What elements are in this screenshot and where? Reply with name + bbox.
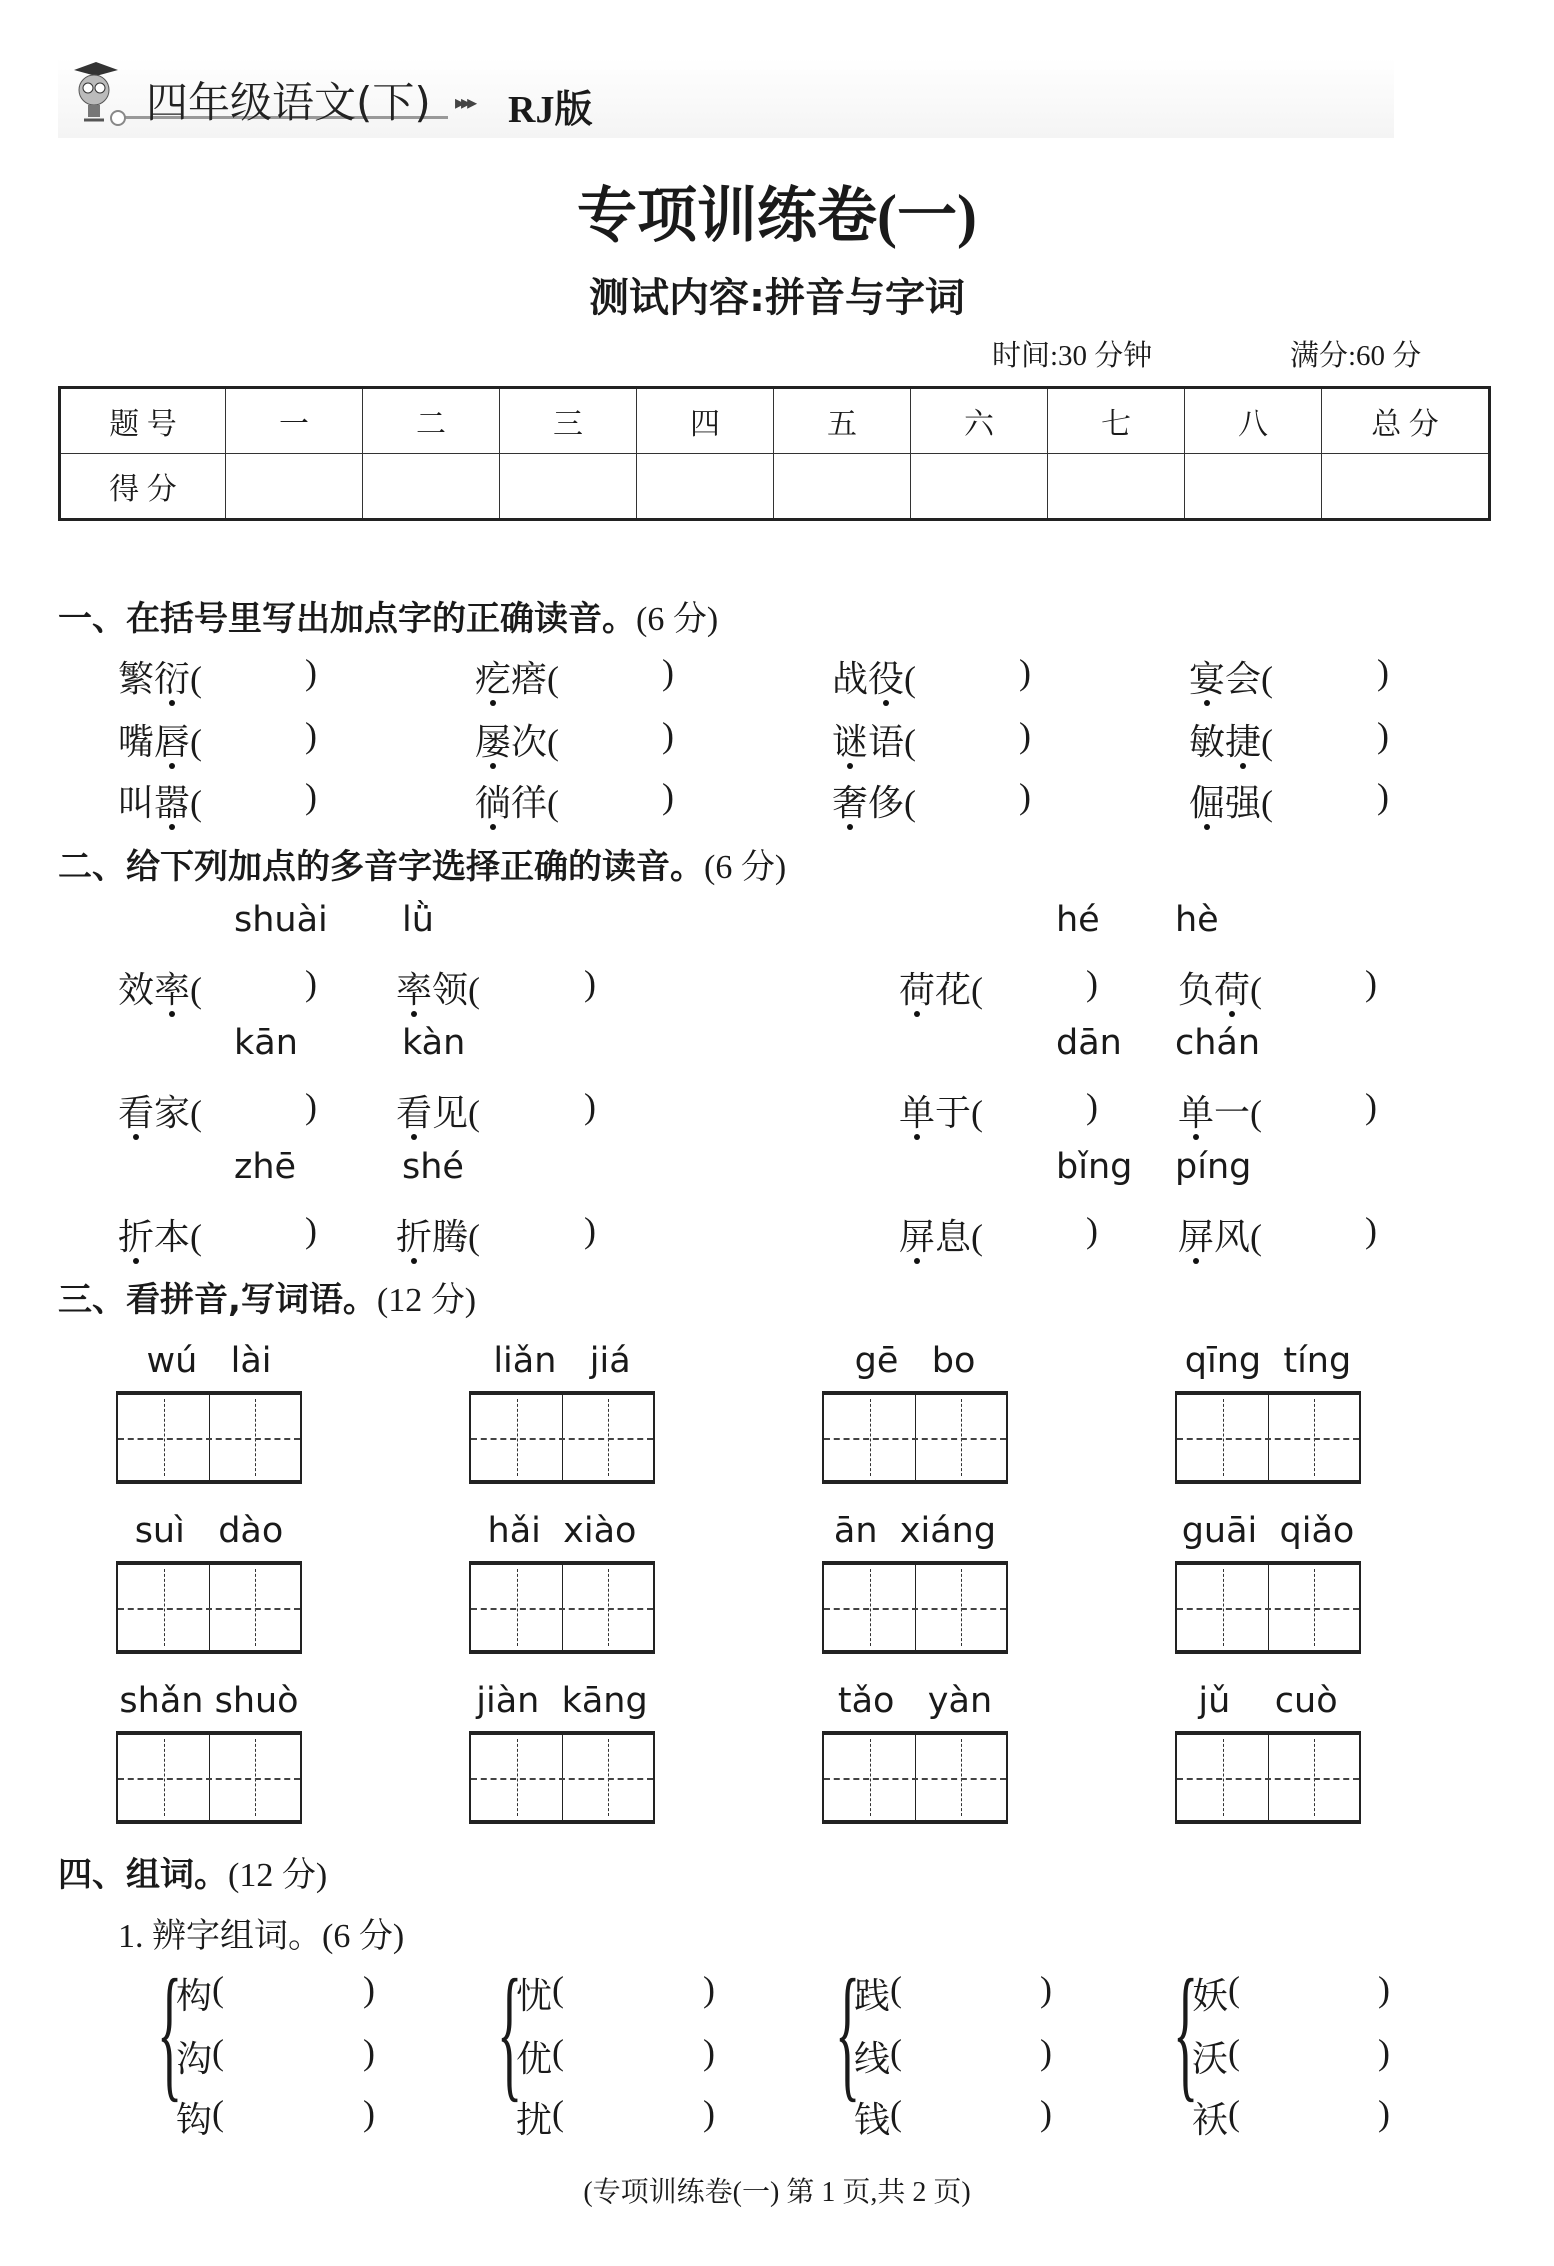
answer-blank[interactable] [1269,775,1377,819]
question-number-cell: 一 [226,388,363,454]
close-paren: ) [662,776,674,816]
pinyin-prompt: jiàn kāng [476,1681,648,1721]
word-item [396,1209,480,1260]
emphasis-dot-icon [133,1134,139,1140]
pinyin-option: lǜ [402,900,434,940]
emphasis-dot-icon [914,1258,920,1264]
section-points: (12 分) [228,1857,328,1894]
open-paren: ( [212,2093,224,2133]
grid-guide-line [471,1608,653,1610]
section-heading-text: 三、看拼音,写词语。 [58,1280,377,1320]
answer-blank[interactable] [912,775,1019,819]
close-paren: ) [584,1210,596,1250]
grid-guide-line [471,1438,653,1440]
emphasis-dot-icon [411,1134,417,1140]
pinyin-prompt: suì dào [134,1511,284,1551]
word-text: 率领 [396,962,468,1013]
writing-grid[interactable] [822,1561,1008,1654]
open-paren: ( [1228,2093,1240,2133]
answer-blank[interactable] [1258,1209,1365,1253]
pinyin-prompt: hǎi xiào [487,1511,637,1551]
word-text: 折腾 [396,1209,468,1260]
open-paren: ( [904,659,917,699]
question-number-cell: 四 [637,388,774,454]
open-paren: ( [904,783,917,823]
answer-blank[interactable] [198,962,305,1006]
close-paren: ) [1019,715,1031,755]
open-paren: ( [468,1217,481,1257]
emphasis-dot-icon [1193,1258,1199,1264]
emphasis-dot-icon [847,824,853,830]
answer-blank[interactable] [198,714,305,758]
character-item: 沃 [1192,2039,1229,2079]
open-paren: ( [552,2032,564,2072]
word-item [832,775,916,826]
close-paren: ) [1019,776,1031,816]
question-number-cell: 六 [911,388,1048,454]
word-text: 荷花 [899,962,971,1013]
close-paren: ) [1377,776,1389,816]
word-text: 屏风 [1178,1209,1250,1260]
score-row [60,454,1490,520]
answer-blank[interactable] [226,1968,363,2012]
question-number-cell: 八 [1185,388,1322,454]
close-paren: ) [1378,2032,1390,2072]
time-limit: 时间:30 分钟 [992,340,1153,372]
emphasis-dot-icon [1193,1134,1199,1140]
score-input-cell[interactable] [1185,454,1322,520]
writing-grid[interactable] [116,1731,302,1824]
open-paren: ( [552,2093,564,2133]
emphasis-dot-icon [1240,763,1246,769]
word-item [1189,775,1273,826]
close-paren: ) [1019,652,1031,692]
brace-icon: { [497,1949,523,2115]
question-number-cell: 二 [363,388,500,454]
full-score: 满分:60 分 [1290,340,1422,372]
word-item [1178,1209,1262,1260]
pinyin-option: hè [1175,900,1219,940]
close-paren: ) [1040,2032,1052,2072]
emphasis-dot-icon [411,1258,417,1264]
word-item [118,1209,202,1260]
pinyin-option: chán [1175,1023,1261,1063]
pinyin-option: shé [402,1147,464,1187]
open-paren: ( [547,783,560,823]
word-item [1178,1085,1262,1136]
brace-icon: { [835,1949,861,2115]
answer-blank[interactable] [555,714,662,758]
close-paren: ) [1040,1969,1052,2009]
answer-blank[interactable] [226,2031,363,2075]
answer-blank[interactable] [198,651,305,695]
word-item [475,651,559,702]
close-paren: ) [1377,715,1389,755]
writing-grid[interactable] [822,1731,1008,1824]
page-footer: (专项训练卷(一) 第 1 页,共 2 页) [583,2177,971,2208]
pinyin-prompt: shǎn shuò [119,1681,299,1721]
open-paren: ( [971,1217,984,1257]
score-input-cell[interactable] [363,454,500,520]
emphasis-dot-icon [1229,1011,1235,1017]
close-paren: ) [703,1969,715,2009]
answer-blank[interactable] [912,651,1019,695]
word-item [118,962,202,1013]
open-paren: ( [1228,1969,1240,2009]
word-text: 折本 [118,1209,190,1260]
close-paren: ) [1378,2093,1390,2133]
pinyin-prompt: gē bo [854,1341,976,1381]
word-text: 单一 [1178,1085,1250,1136]
word-text: 倔强 [1189,775,1261,826]
section-heading [58,839,786,888]
emphasis-dot-icon [169,700,175,706]
word-item [899,1209,983,1260]
close-paren: ) [1365,1210,1377,1250]
section-heading [58,591,718,640]
close-paren: ) [1365,963,1377,1003]
close-paren: ) [1040,2093,1052,2133]
open-paren: ( [890,2093,902,2133]
pinyin-option: zhē [234,1147,297,1187]
word-text: 疙瘩 [475,651,547,702]
answer-blank[interactable] [912,714,1019,758]
section-heading-text: 二、给下列加点的多音字选择正确的读音。 [58,847,704,887]
pinyin-prompt: jǔ cuò [1198,1681,1338,1721]
answer-blank[interactable] [1242,1968,1378,2012]
open-paren: ( [1228,2032,1240,2072]
open-paren: ( [190,970,203,1010]
word-text: 负荷 [1178,962,1250,1013]
character-item: 沟 [176,2039,213,2079]
score-table [58,386,1491,521]
close-paren: ) [703,2032,715,2072]
section-heading [58,1847,327,1896]
answer-blank[interactable] [566,2031,703,2075]
sub-heading: 1. 辨字组词。(6 分) [118,1918,405,1955]
section-heading-text: 一、在括号里写出加点字的正确读音。 [58,599,636,639]
grid-guide-line [471,1778,653,1780]
header-circle-ornament [110,110,126,126]
score-input-cell[interactable] [774,454,911,520]
open-paren: ( [1250,970,1263,1010]
word-item [1178,962,1262,1013]
emphasis-dot-icon [914,1134,920,1140]
pinyin-prompt: wú lài [146,1341,272,1381]
close-paren: ) [305,1210,317,1250]
word-item [396,962,480,1013]
pinyin-prompt: guāi qiǎo [1181,1511,1355,1551]
close-paren: ) [363,2032,375,2072]
answer-blank[interactable] [198,1209,305,1253]
writing-grid[interactable] [469,1731,655,1824]
word-item [832,651,916,702]
pinyin-prompt: liǎn jiá [493,1341,631,1381]
answer-blank[interactable] [904,1968,1040,2012]
open-paren: ( [552,1969,564,2009]
answer-blank[interactable] [1258,1085,1365,1129]
section-points: (6 分) [704,849,787,886]
close-paren: ) [1086,963,1098,1003]
character-item: 袄 [1192,2100,1229,2140]
close-paren: ) [363,1969,375,2009]
section-points: (6 分) [636,601,719,638]
close-paren: ) [305,776,317,816]
answer-blank[interactable] [555,775,662,819]
answer-blank[interactable] [904,2092,1040,2136]
open-paren: ( [890,1969,902,2009]
word-text: 敏捷 [1189,714,1261,765]
pinyin-option: bǐng [1056,1147,1133,1187]
question-number-cell: 总 分 [1322,388,1490,454]
word-text: 看见 [396,1085,468,1136]
open-paren: ( [190,659,203,699]
question-number-cell: 五 [774,388,911,454]
character-item: 优 [516,2039,553,2079]
answer-blank[interactable] [1258,962,1365,1006]
word-text: 宴会 [1189,651,1261,702]
open-paren: ( [890,2032,902,2072]
character-item: 扰 [516,2100,553,2140]
question-number-label: 题 号 [60,388,226,454]
word-item [899,962,983,1013]
word-text: 奢侈 [832,775,904,826]
open-paren: ( [1261,659,1274,699]
open-paren: ( [1261,722,1274,762]
close-paren: ) [1378,1969,1390,2009]
close-paren: ) [703,2093,715,2133]
open-paren: ( [547,659,560,699]
character-item: 钩 [176,2100,213,2140]
pinyin-prompt: qīng tíng [1184,1341,1352,1381]
close-paren: ) [584,1086,596,1126]
emphasis-dot-icon [490,763,496,769]
word-item [396,1085,480,1136]
grid-guide-line [824,1778,1006,1780]
close-paren: ) [1365,1086,1377,1126]
grid-guide-line [1177,1778,1359,1780]
writing-grid[interactable] [822,1391,1008,1484]
answer-blank[interactable] [1269,651,1377,695]
emphasis-dot-icon [1204,700,1210,706]
word-item [118,651,202,702]
arrows-icon: ▸▸▸ [455,92,474,114]
writing-grid[interactable] [469,1391,655,1484]
page-subtitle: 测试内容:拼音与字词 [589,275,965,321]
section-heading [58,1272,476,1321]
close-paren: ) [305,1086,317,1126]
emphasis-dot-icon [883,700,889,706]
close-paren: ) [662,715,674,755]
emphasis-dot-icon [1204,824,1210,830]
word-item [899,1085,983,1136]
writing-grid[interactable] [116,1391,302,1484]
word-item [118,714,202,765]
emphasis-dot-icon [490,700,496,706]
close-paren: ) [305,963,317,1003]
score-header-row [60,388,1490,454]
character-item: 忧 [516,1976,553,2016]
word-text: 单于 [899,1085,971,1136]
pinyin-option: píng [1175,1147,1252,1187]
emphasis-dot-icon [169,763,175,769]
open-paren: ( [1250,1093,1263,1133]
word-item [118,775,202,826]
word-item [1189,714,1273,765]
answer-blank[interactable] [566,2092,703,2136]
open-paren: ( [190,1093,203,1133]
word-text: 嘴唇 [118,714,190,765]
close-paren: ) [305,652,317,692]
close-paren: ) [305,715,317,755]
open-paren: ( [904,722,917,762]
word-text: 谜语 [832,714,904,765]
close-paren: ) [363,2093,375,2133]
answer-blank[interactable] [979,962,1086,1006]
section-points: (12 分) [376,1282,477,1319]
open-paren: ( [1250,1217,1263,1257]
open-paren: ( [468,1093,481,1133]
book-title: 四年级语文(下) [146,78,431,127]
answer-blank[interactable] [566,1968,703,2012]
pinyin-option: hé [1056,900,1100,940]
emphasis-dot-icon [914,1011,920,1017]
character-item: 钱 [854,2100,891,2140]
answer-blank[interactable] [1269,714,1377,758]
emphasis-dot-icon [169,1011,175,1017]
question-number-cell: 三 [500,388,637,454]
score-input-cell[interactable] [911,454,1048,520]
answer-blank[interactable] [198,775,305,819]
word-text: 徜徉 [475,775,547,826]
brace-icon: { [1173,1949,1199,2115]
answer-blank[interactable] [226,2092,363,2136]
emphasis-dot-icon [490,824,496,830]
close-paren: ) [1086,1086,1098,1126]
character-item: 线 [854,2039,891,2079]
emphasis-dot-icon [847,763,853,769]
word-item [118,1085,202,1136]
close-paren: ) [662,652,674,692]
word-item [1189,651,1273,702]
pinyin-prompt: ān xiáng [833,1511,997,1551]
emphasis-dot-icon [411,1011,417,1017]
character-item: 构 [176,1976,213,2016]
open-paren: ( [190,722,203,762]
close-paren: ) [584,963,596,1003]
open-paren: ( [190,783,203,823]
question-number-cell: 七 [1048,388,1185,454]
grid-guide-line [824,1438,1006,1440]
word-text: 叫嚣 [118,775,190,826]
score-input-cell[interactable] [500,454,637,520]
answer-blank[interactable] [1242,2031,1378,2075]
word-text: 屡次 [475,714,547,765]
grid-guide-line [1177,1608,1359,1610]
answer-blank[interactable] [476,1085,584,1129]
answer-blank[interactable] [476,1209,584,1253]
pinyin-option: kān [234,1023,298,1063]
open-paren: ( [212,2032,224,2072]
grid-guide-line [118,1608,300,1610]
word-text: 战役 [832,651,904,702]
word-text: 屏息 [899,1209,971,1260]
answer-blank[interactable] [904,2031,1040,2075]
emphasis-dot-icon [169,824,175,830]
grid-guide-line [118,1438,300,1440]
grid-guide-line [118,1778,300,1780]
word-item [832,714,916,765]
writing-grid[interactable] [1175,1561,1361,1654]
brace-icon: { [157,1949,183,2115]
close-paren: ) [1086,1210,1098,1250]
section-heading-text: 四、组词。 [58,1855,228,1895]
emphasis-dot-icon [133,1258,139,1264]
answer-blank[interactable] [476,962,584,1006]
score-input-cell[interactable] [637,454,774,520]
word-text: 看家 [118,1085,190,1136]
answer-blank[interactable] [979,1085,1086,1129]
open-paren: ( [971,1093,984,1133]
pinyin-option: shuài [234,900,328,940]
writing-grid[interactable] [469,1561,655,1654]
open-paren: ( [971,970,984,1010]
open-paren: ( [190,1217,203,1257]
page-title: 专项训练卷(一) [577,183,977,249]
close-paren: ) [1377,652,1389,692]
answer-blank[interactable] [979,1209,1086,1253]
open-paren: ( [547,722,560,762]
character-item: 践 [854,1976,891,2016]
open-paren: ( [1261,783,1274,823]
character-item: 妖 [1192,1976,1229,2016]
score-row-label: 得 分 [60,454,226,520]
word-item [475,714,559,765]
writing-grid[interactable] [1175,1391,1361,1484]
open-paren: ( [468,970,481,1010]
score-input-cell[interactable] [226,454,363,520]
pinyin-option: dān [1056,1023,1122,1063]
word-text: 繁衍 [118,651,190,702]
answer-blank[interactable] [198,1085,305,1129]
pinyin-prompt: tǎo yàn [837,1681,993,1721]
grid-guide-line [824,1608,1006,1610]
score-input-cell[interactable] [1322,454,1490,520]
word-item [475,775,559,826]
score-input-cell[interactable] [1048,454,1185,520]
answer-blank[interactable] [1242,2092,1378,2136]
edition-label: RJ版 [508,89,593,131]
answer-blank[interactable] [555,651,662,695]
pinyin-option: kàn [402,1023,466,1063]
grid-guide-line [1177,1438,1359,1440]
writing-grid[interactable] [1175,1731,1361,1824]
word-text: 效率 [118,962,190,1013]
open-paren: ( [212,1969,224,2009]
writing-grid[interactable] [116,1561,302,1654]
